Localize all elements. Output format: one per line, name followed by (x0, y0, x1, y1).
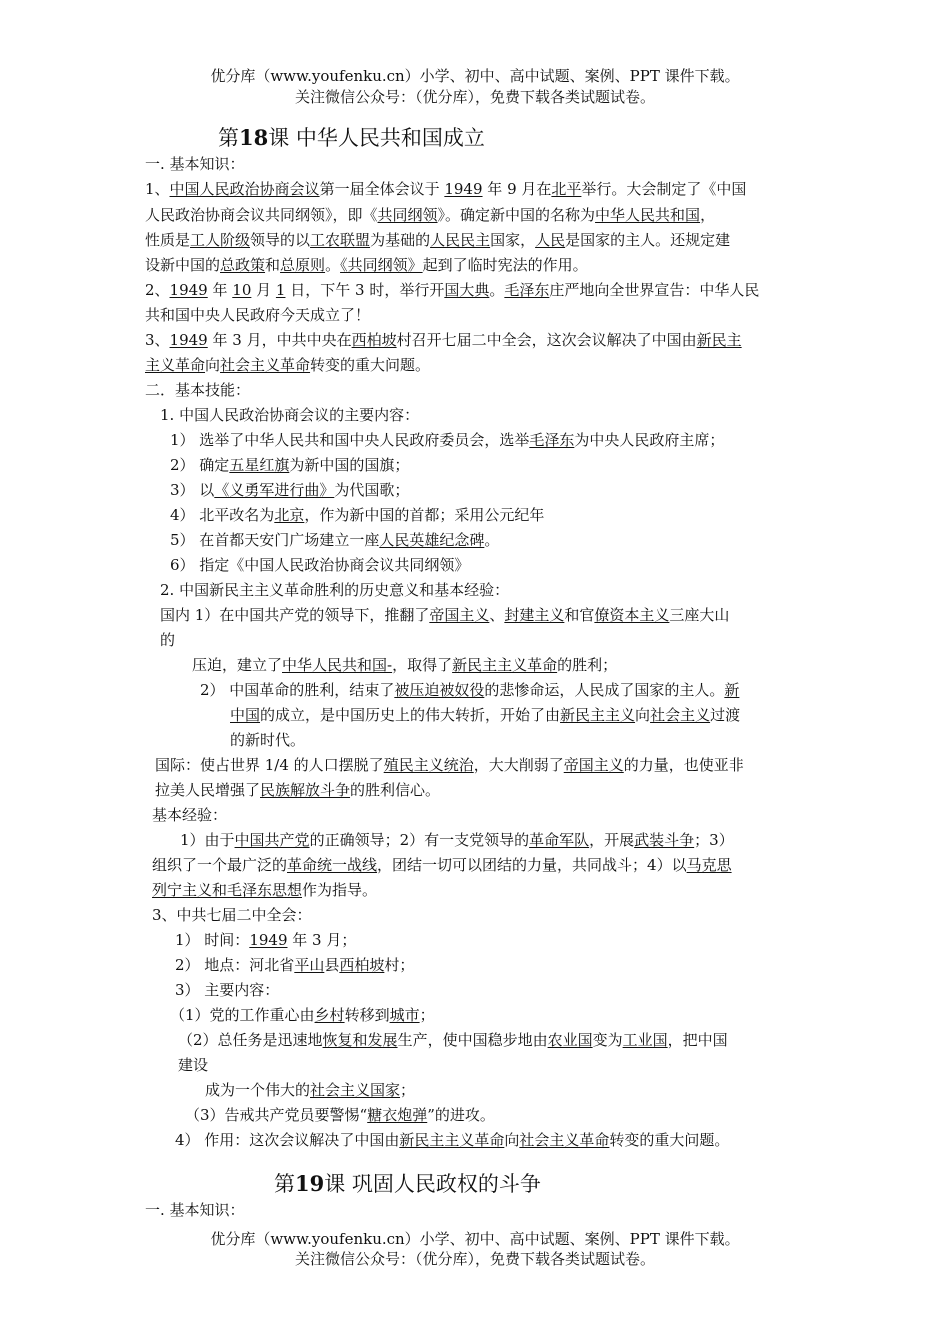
header-line-1: 优分库（www.youfenku.cn）小学、初中、高中试题、案例、PPT 课件下载。 (210, 67, 740, 85)
basic-experience-title: 基本经验： (152, 806, 228, 824)
list-item: 1） 选举了中华人民共和国中央人民政府委员会，选举毛泽东为中央人民政府主席； (170, 431, 725, 449)
list-item: 3） 主要内容： (175, 981, 280, 999)
list-1-title: 1. 中国人民政治协商会议的主要内容： (160, 406, 420, 424)
header-line-2: 关注微信公众号：（优分库），免费下载各类试题试卷。 (294, 88, 655, 106)
lesson-18-title: 第18课 中华人民共和国成立 (218, 125, 485, 150)
list-item: 2） 地点：河北省平山县西柏坡村； (175, 956, 415, 974)
section-heading-basic-skills: 二．基本技能： (145, 381, 251, 399)
list-item: （3）告戒共产党员要警惕“糖衣炮弹”的进攻。 (185, 1106, 495, 1124)
list-item: 5） 在首都天安门广场建立一座人民英雄纪念碑。 (170, 531, 500, 549)
footer-line-1: 优分库（www.youfenku.cn）小学、初中、高中试题、案例、PPT 课件下载。 (210, 1230, 740, 1248)
list-item: 4） 作用：这次会议解决了中国由新民主主义革命向社会主义革命转变的重大问题。 (175, 1131, 730, 1149)
footer-line-2: 关注微信公众号：（优分库），免费下载各类试题试卷。 (294, 1250, 655, 1268)
list-item: 6） 指定《中国人民政治协商会议共同纲领》 (170, 556, 470, 574)
section-heading-basic-knowledge: 一. 基本知识： (145, 155, 245, 173)
list-item: （2）总任务是迅速地恢复和发展生产，使中国稳步地由农业国变为工业国，把中国 (178, 1031, 728, 1049)
list-2-title: 2. 中国新民主主义革命胜利的历史意义和基本经验： (160, 581, 510, 599)
list-item: 2） 确定五星红旗为新中国的国旗； (170, 456, 410, 474)
plenum-title: 3、中共七届二中全会： (152, 906, 312, 924)
list-item: 4） 北平改名为北京，作为新中国的首都；采用公元纪年 (170, 506, 545, 524)
list-item: 1） 时间：1949 年 3 月； (175, 931, 357, 949)
list-item: 3） 以《义勇军进行曲》为代国歌； (170, 481, 410, 499)
list-item: （1）党的工作重心由乡村转移到城市； (170, 1006, 435, 1024)
lesson-19-title: 第19课 巩固人民政权的斗争 (274, 1171, 541, 1196)
lesson-19-section-heading: 一. 基本知识： (145, 1201, 245, 1219)
